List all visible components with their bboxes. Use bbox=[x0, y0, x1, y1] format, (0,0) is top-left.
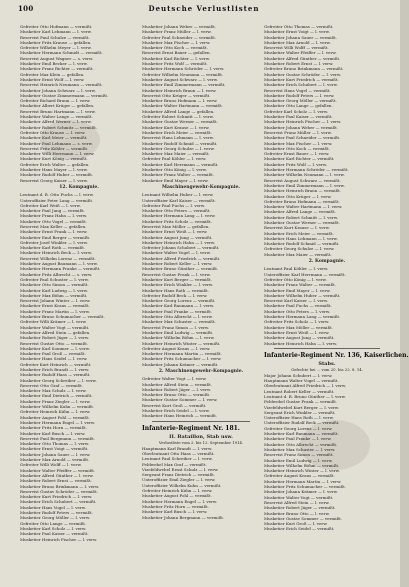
list-block bbox=[20, 24, 138, 183]
regiment-heading: Infanterie-Regiment Nr. 136, Kaiserlichen. bbox=[264, 351, 409, 359]
list-item: Musketier Gustav Werner — vermißt. bbox=[142, 119, 218, 125]
list-item: Unteroffizier Wilhelm Kuhn — vermißt. bbox=[142, 482, 222, 488]
list-block bbox=[142, 192, 260, 367]
list-item: Musketier Franz Walter — vermißt. bbox=[264, 282, 336, 288]
list-item: Musketier August Pohl — vermißt. bbox=[142, 493, 212, 499]
list-item: Musketier Robert Keller — l. verw. bbox=[142, 261, 213, 267]
list-item: Reservist Fritz Köhler — vermißt. bbox=[20, 145, 89, 151]
list-item: Leutnant d. R. Otto Fuchs — l. verw. bbox=[20, 192, 94, 198]
list-item: Musketier Johann Schwarz — l. verw. bbox=[20, 87, 96, 93]
list-item: Musketier Hans Mayer — l. verw. bbox=[20, 167, 88, 173]
list-item: Musketier Robert Schmitt — l. verw. bbox=[264, 214, 339, 220]
list-block bbox=[142, 376, 260, 418]
list-item: Musketier Paul Lehmann — s. verw. bbox=[20, 140, 93, 146]
list-item: Musketier Bruno Brinkmann — l. verw. bbox=[20, 483, 100, 489]
list-item: Musketier Hans Roth — vermißt. bbox=[142, 287, 210, 293]
list-item: Musketier Paul Franke — l. verw. bbox=[264, 436, 332, 442]
list-item: Musketier Walter Vogt — vermißt. bbox=[20, 324, 90, 330]
list-item: Musketier Paul Kaiser — vermißt. bbox=[264, 114, 333, 120]
list-item: Leutnant d. R. Bruno Günther — l. verw. bbox=[264, 394, 346, 399]
list-item: Musketier August Jung — vermißt. bbox=[142, 234, 213, 240]
list-item: Gefreiter Otto Lange — vermißt. bbox=[20, 520, 87, 526]
list-item: Musketier Paul Fuchs — vermißt. bbox=[264, 303, 332, 309]
list-item: Reservist Willi Wolff — vermißt. bbox=[264, 45, 329, 51]
list-item: Gefreiter Kurt Heinrich — vermißt. bbox=[20, 361, 92, 367]
list-item: Vizefeldwebel Ernst Schulz — l. verw. bbox=[142, 466, 219, 472]
list-item: Musketier Kurt König — vermißt. bbox=[20, 156, 88, 162]
list-item: Gefreiter Karl Weiß — l. verw. bbox=[20, 202, 81, 208]
list-item: Musketier Erich Brandt — l. verw. bbox=[20, 367, 90, 372]
list-item: Musketier Bruno Günther — vermißt. bbox=[142, 266, 219, 272]
list-item: Musketier Johann Weber — vermißt. bbox=[264, 124, 339, 130]
list-item: Musketier Karl Richter — vermißt. bbox=[264, 156, 335, 162]
list-item: Musketier Ernst Weiß — l. verw. bbox=[264, 329, 330, 335]
list-item: Musketier Hans Vogel — l. verw. bbox=[20, 504, 86, 510]
list-item: Musketier Max Arnold — vermißt. bbox=[20, 457, 90, 463]
list-item: Musketier Hans Heinrich — vermißt. bbox=[142, 413, 218, 419]
list-item: Feldwebel Max Graf — vermißt. bbox=[142, 461, 207, 467]
list-item: Gefreiter Willi Wolff — l. verw. bbox=[20, 462, 82, 468]
list-item: Musketier Fritz Schumacher — vermißt. bbox=[264, 484, 347, 490]
list-item: Musketier Rudolf Peters — l. verw. bbox=[264, 92, 335, 98]
list-item: Musketier Johann Weber — vermißt. bbox=[142, 24, 217, 29]
list-item: Gefreiter Heinrich Kühn — l. verw. bbox=[20, 409, 91, 415]
column-left bbox=[20, 24, 138, 579]
column-right bbox=[264, 24, 409, 579]
list-item: Unteroffizier Karl Herrmann — vermißt. bbox=[264, 271, 346, 277]
list-item: Musketier Karl Busch — l. verw. bbox=[20, 430, 86, 436]
list-item: Musketier Heinrich Hahn — l. verw. bbox=[264, 340, 338, 346]
list-block bbox=[142, 24, 260, 183]
list-item: Reservist Karl Kaiser — l. verw. bbox=[264, 298, 329, 304]
list-item: Musketier Heinrich Beck — l. verw. bbox=[20, 250, 93, 256]
column-middle bbox=[142, 24, 260, 579]
list-item: Musketier Gustav Zimmermann — vermißt. bbox=[20, 92, 109, 98]
list-item: Reservist Gustav Otto — vermißt. bbox=[20, 340, 89, 346]
list-item: Gefreiter August Kraus — l. verw. bbox=[142, 345, 211, 351]
running-title: Deutsche Verlustlisten bbox=[148, 4, 260, 13]
list-item: Musketier Bruno Schumacher — vermißt. bbox=[20, 314, 105, 320]
list-item: Musketier Otto Lange — gefallen. bbox=[264, 103, 333, 109]
list-item: Musketier Otto Koch — vermißt. bbox=[142, 45, 208, 51]
list-item: Leutnant Paul Köhler — l. verw. bbox=[264, 266, 329, 272]
list-item: Musketier August Pohl — vermißt. bbox=[20, 414, 90, 420]
list-item: Musketier Karl Busch — l. verw. bbox=[142, 509, 208, 515]
list-item: Musketier Hermann Schröder — l. verw. bbox=[142, 66, 225, 72]
list-block bbox=[264, 373, 390, 532]
list-item: Reservist Franz Müller — l. verw. bbox=[264, 129, 332, 135]
list-item: Musketier Robert Jäger — l. verw. bbox=[20, 335, 90, 341]
list-item: Musketier Alfred Lange — vermißt. bbox=[264, 209, 336, 215]
list-item: Oberleutnant Otto Haas — vermißt. bbox=[142, 450, 215, 456]
list-item: Musketier Alfred Werner — l. verw. bbox=[20, 119, 92, 125]
list-item: Musketier Rudolf Schmid — vermißt. bbox=[264, 241, 340, 247]
list-item: Vizefeldwebel Kurt Berger — l. verw. bbox=[264, 404, 339, 410]
list-item: Musketier Walter Lange — vermißt. bbox=[20, 114, 93, 120]
list-item: Musketier Max Möller — vermißt. bbox=[264, 324, 334, 330]
list-item: Musketier Otto Krüger — l. verw. bbox=[264, 193, 332, 199]
list-item: Reservist Bruno Hartmann — l. verw. bbox=[20, 108, 96, 114]
list-item: Musketier Otto Thomas — l. verw. bbox=[20, 441, 90, 447]
list-item: Reservist Franz Simon — vermißt. bbox=[264, 452, 334, 458]
list-item: Musketier Karl Sommer — l. verw. bbox=[20, 345, 90, 351]
list-item: Reservist Kurt Krause — l. verw. bbox=[264, 225, 330, 231]
list-item: Musketier Erich Seidel — vermißt. bbox=[264, 526, 335, 532]
list-item: Musketier Fritz Horn — vermißt. bbox=[142, 503, 209, 509]
list-item: Musketier Otto Peters — vermißt. bbox=[142, 208, 211, 214]
list-block bbox=[20, 192, 138, 542]
list-item: Gefreiter Karl Scholz — l. verw. bbox=[264, 108, 329, 114]
battle-dates: Verlustliste vom 2. bis 12. September 1914. bbox=[158, 439, 244, 445]
list-item: Musketier Wilhelm Kuhn — vermißt. bbox=[20, 404, 95, 410]
list-item: Musketier Max Schuster — l. verw. bbox=[264, 446, 336, 452]
list-item: Hauptmann Walter Vogel — vermißt. bbox=[264, 378, 339, 384]
list-item: Musketier Johann Sauer — vermißt. bbox=[264, 34, 338, 40]
list-item: Musketier Karl Lehmann — l. verw. bbox=[20, 29, 92, 35]
list-item: Musketier Karl Baumann — vermißt. bbox=[264, 431, 339, 437]
list-item: Musketier Emil Zimmermann — l. verw. bbox=[264, 182, 345, 188]
list-item: Musketier Alfred Günther — vermißt. bbox=[264, 55, 341, 61]
list-item: Musketier Wilhelm Huber — vermißt. bbox=[264, 292, 341, 298]
list-item: Musketier Franz Martin — l. verw. bbox=[20, 308, 90, 314]
list-item: Musketier Karl Scholz — l. verw. bbox=[20, 525, 87, 531]
list-item: Musketier Hermann Engel — l. verw. bbox=[20, 419, 96, 425]
list-item: Musketier Kurt Berger — vermißt. bbox=[142, 276, 212, 282]
list-item: Sergeant Franz Dietrich — vermißt. bbox=[142, 472, 215, 478]
list-item: Musketier Hermann Schröder — vermißt. bbox=[264, 167, 349, 173]
list-item: Musketier Karl Ludwig — l. verw. bbox=[20, 287, 88, 293]
list-item: Musketier Kurt Friedrich — vermißt. bbox=[264, 76, 339, 82]
list-item: Musketier Johann Sauer — l. verw. bbox=[20, 451, 91, 457]
divider bbox=[274, 348, 380, 349]
list-item: Reservist Gustav Frank — l. verw. bbox=[142, 271, 211, 277]
list-item: Musketier Karl Roth — vermißt. bbox=[20, 245, 86, 251]
list-item: Gefreiter Richard Braun — l. verw. bbox=[20, 98, 91, 104]
list-item: Musketier Paul Groß — vermißt. bbox=[20, 351, 86, 357]
list-item: Musketier Fritz Krause — gefallen. bbox=[20, 39, 92, 45]
list-item: Musketier Max Schuster — vermißt. bbox=[142, 319, 216, 325]
list-item: Musketier Fritz Wolf — l. verw. bbox=[264, 161, 328, 167]
list-item: Reservist Max Möller — gefallen. bbox=[142, 223, 210, 229]
list-item: Musketier Rudolf Peters — vermißt. bbox=[20, 510, 94, 516]
list-item: Leutnant Paul Schreiber — l. verw. bbox=[142, 456, 213, 462]
list-item: Major Johann Schubert — l. verw. bbox=[264, 372, 333, 378]
list-item: Musketier Robert Ernst — l. verw. bbox=[264, 61, 334, 67]
battle-dates: Gefechte bei ... vom 20. bis 22. 8. 14. bbox=[291, 366, 363, 372]
list-item: Musketier Hermann Martin — vermißt. bbox=[142, 351, 222, 357]
list-item: Musketier Gustav Werner — vermißt. bbox=[264, 219, 340, 225]
list-item: Reservist Kurt Groß — vermißt. bbox=[142, 402, 207, 408]
list-item: Unteroffizier Emil Ziegler — l. verw. bbox=[142, 477, 216, 483]
list-item: Hauptmann Karl Brandt — l. verw. bbox=[142, 445, 213, 451]
list-item: Musketier Willi Herrmann — l. verw. bbox=[20, 151, 95, 157]
list-item: Gefreiter Bruno Hofmann — vermißt. bbox=[264, 198, 340, 204]
list-item: Musketier Hermann Martin — l. verw. bbox=[264, 478, 342, 484]
list-item: Musketier Paul Kaiser — vermißt. bbox=[20, 531, 89, 537]
list-item: Musketier Georg Schulze — l. verw. bbox=[142, 145, 215, 151]
list-item: Musketier Robert Jäger — vermißt. bbox=[264, 505, 336, 511]
list-item: Musketier Emil Ludwig — l. verw. bbox=[264, 457, 333, 463]
list-item: Musketier Hermann Schmidt — vermißt. bbox=[20, 50, 103, 56]
list-item: Reservist Alfred Stein — l. verw. bbox=[264, 499, 330, 505]
list-item: Musketier Gustav Sommer — vermißt. bbox=[264, 515, 343, 521]
list-item: Musketier Alfred Günther — l. verw. bbox=[20, 472, 94, 478]
list-item: Musketier Georg Möller — vermißt. bbox=[264, 98, 337, 104]
list-item: Musketier Franz Walter — vermißt. bbox=[142, 172, 214, 178]
list-item: Musketier Hans Seidel — l. verw. bbox=[20, 356, 88, 362]
list-item: Musketier Emil Dietrich — vermißt. bbox=[20, 393, 93, 399]
list-item: Gefreiter Paul Schuster — l. verw. bbox=[20, 276, 89, 282]
list-item: Unteroffizier Hans Roth — l. verw. bbox=[264, 415, 334, 421]
list-item: Musketier Erich Schubert — vermißt. bbox=[20, 499, 97, 505]
list-item: Musketier Heinrich Hahn — l. verw. bbox=[142, 239, 216, 245]
list-item: Musketier Fritz Scholz — vermißt. bbox=[142, 218, 212, 224]
list-item: Musketier Max Maier — vermißt. bbox=[264, 251, 332, 257]
list-item: Gefreiter Heinrich Kühn — l. verw. bbox=[142, 488, 213, 494]
list-item: Musketier Walter Hartmann — l. verw. bbox=[264, 204, 343, 210]
list-item: Reservist Wilhelm Lorenz — vermißt. bbox=[20, 255, 96, 261]
list-item: Gefreiter August Kraus — vermißt. bbox=[264, 473, 335, 479]
list-item: Gefreiter Otto Thomas — vermißt. bbox=[264, 24, 334, 29]
list-item: Musketier Karl Herrmann — vermißt. bbox=[142, 161, 219, 167]
list-item: Gefreiter Robert Schmitt — l. verw. bbox=[142, 114, 214, 120]
list-item: Musketier Heinrich Fischer — l. verw. bbox=[20, 536, 98, 542]
list-item: Gefreiter Otto Hofmann — vermißt. bbox=[20, 24, 93, 29]
list-item: Musketier Heinrich Braun — vermißt. bbox=[264, 188, 342, 194]
list-item: Leutnant Wilhelm Huber — l. verw. bbox=[142, 192, 214, 198]
list-item: Musketier Ernst Voigt — vermißt. bbox=[20, 446, 89, 452]
list-item: Gefreiter Paul Fuchs — l. verw. bbox=[142, 202, 206, 208]
battalion-heading: II. Bataillon, Stab usw. bbox=[169, 433, 233, 440]
list-item: Musketier Kurt Friedrich — l. verw. bbox=[20, 494, 93, 500]
list-item: Musketier Max Fischer — l. verw. bbox=[264, 140, 333, 146]
list-item: Unteroffizier Rudolf Beck — vermißt. bbox=[264, 420, 340, 426]
list-item: Musketier Emil Ludwig — vermißt. bbox=[142, 329, 214, 335]
list-block bbox=[142, 446, 260, 520]
list-item: Reservist Otto Graf — vermißt. bbox=[20, 382, 84, 388]
list-item: Musketier Ernst Voigt — l. verw. bbox=[264, 29, 330, 35]
list-item: Musketier Robert Ernst — vermißt. bbox=[20, 478, 92, 484]
list-item: Reservist Hans Vogel — vermißt. bbox=[264, 87, 331, 93]
list-item: Gefreiter Erich Walter — gefallen. bbox=[20, 161, 90, 167]
list-item: Musketier August Schwarz — l. verw. bbox=[142, 76, 218, 82]
list-item: Musketier Wilhelm Böhm — vermißt. bbox=[264, 462, 340, 468]
list-item: Musketier Karl Meier — vermißt. bbox=[20, 135, 88, 141]
list-item: Musketier Alfred Friedrich — vermißt. bbox=[142, 255, 221, 261]
list-item: Musketier Ernst Frank — l. verw. bbox=[20, 229, 88, 235]
list-item: Unteroffizier Karl Kaiser — vermißt. bbox=[142, 197, 216, 203]
list-item: Musketier Otto Vogel — vermißt. bbox=[20, 218, 87, 224]
list-item: Musketier Rudolf Huber — vermißt. bbox=[20, 172, 94, 178]
list-item: Musketier Johann Bergmann — vermißt. bbox=[142, 514, 225, 520]
list-item: Reservist Johann Winter — l. verw. bbox=[20, 298, 91, 304]
list-item: Musketier Erich Meier — vermißt. bbox=[142, 129, 212, 135]
list-item: Musketier Max Arnold — l. verw. bbox=[264, 39, 331, 45]
list-item: Musketier Hermann Lang — vermißt. bbox=[264, 314, 341, 320]
list-item: Musketier Hermann Lang — l. verw. bbox=[142, 213, 216, 219]
list-item: Musketier August Baumann — l. verw. bbox=[20, 261, 98, 267]
list-item: Reservist Ernst Bauer — gefallen. bbox=[142, 50, 211, 56]
list-item: Reservist Georg Kaiser — l. verw. bbox=[20, 177, 89, 183]
list-item: Gefreiter Wilhelm Neumann — vermißt. bbox=[142, 71, 224, 77]
list-item: Musketier Paul Jung — vermißt. bbox=[20, 208, 85, 214]
list-item: Musketier Max Böhm — vermißt. bbox=[20, 292, 88, 298]
list-item: Musketier Alfred Lange — gefallen. bbox=[142, 108, 215, 114]
list-item: Musketier Alfred Stein — gefallen. bbox=[20, 329, 91, 335]
list-item: Reservist August Schwarz — vermißt. bbox=[264, 177, 341, 183]
list-item: Musketier Ernst Weiß — l. verw. bbox=[142, 229, 208, 235]
list-item: Musketier Franz Richter — vermißt. bbox=[20, 66, 94, 72]
list-item: Musketier Otto Peters — l. verw. bbox=[264, 308, 331, 314]
list-item: Musketier Fritz Schumacher — l. verw. bbox=[142, 356, 222, 362]
list-item: Musketier Emil Becker — l. verw. bbox=[20, 61, 88, 67]
staff-heading: Stabs. bbox=[318, 360, 336, 367]
list-item: Musketier Robert Schmitz — vermißt. bbox=[20, 124, 98, 130]
list-item: Musketier Franz Hahn — l. verw. bbox=[20, 213, 88, 219]
list-item: Gefreiter Rudolf Beck — l. verw. bbox=[142, 292, 208, 298]
list-item: Musketier Johann Krämer — l. verw. bbox=[264, 489, 338, 495]
list-item: Musketier Emil Mayer — l. verw. bbox=[142, 177, 209, 183]
list-item: Musketier Emil Berger — vermißt. bbox=[20, 234, 91, 240]
list-item: Musketier Otto Simon — vermißt. bbox=[20, 282, 89, 288]
list-item: Musketier Max Fischer — l. verw. bbox=[142, 39, 211, 45]
list-item: Musketier Wilhelm Böhm — l. verw. bbox=[142, 335, 215, 341]
section-subheading: 2. Kompagnie. bbox=[308, 259, 346, 265]
list-item: Gefreiter Ernst Bauer — l. verw. bbox=[264, 151, 330, 157]
list-item: Musketier Walter Hartmann — vermißt. bbox=[142, 103, 223, 109]
list-item: Musketier Walter Pfeiffer — vermißt. bbox=[20, 467, 96, 473]
list-item: Musketier Erich Seidel — l. verw. bbox=[142, 408, 210, 414]
list-item: Musketier Walter Pfeiffer — l. verw. bbox=[264, 50, 337, 56]
list-item: Musketier Hans Lehmann — l. verw. bbox=[264, 235, 338, 241]
section-subheading: 12. Kompagnie. bbox=[59, 184, 99, 190]
list-item: Reservist Otto Krüger — vermißt. bbox=[142, 92, 211, 98]
list-item: Musketier Emil Zimmermann — vermißt. bbox=[142, 82, 226, 88]
list-item: Musketier Max Schulz — l. verw. bbox=[20, 388, 87, 394]
list-item: Musketier August Jung — vermißt. bbox=[264, 335, 335, 341]
list-item: Musketier Walter Vogt — vermißt. bbox=[264, 494, 334, 500]
list-item: Musketier Otto König — l. verw. bbox=[142, 167, 207, 173]
list-item: Reservist Paul Bergmann — vermißt. bbox=[20, 435, 96, 441]
list-item: Gefreiter Johann Schubert — vermißt. bbox=[142, 245, 220, 251]
section-subheading: Maschinengewehr-Kompagnie. bbox=[161, 184, 240, 190]
list-item: Musketier Rudolf Schmid — vermißt. bbox=[142, 140, 218, 146]
list-item: Musketier Ernst Wolf — l. verw. bbox=[20, 76, 85, 82]
list-item: Gefreiter Otto König — l. verw. bbox=[264, 276, 327, 282]
list-item: Musketier Franz Ziegler — l. verw. bbox=[20, 398, 91, 404]
list-item: Unteroffizier Peter Lang — vermißt. bbox=[20, 197, 94, 203]
list-item: Musketier Albert Krüger — gefallen. bbox=[20, 103, 95, 109]
list-item: Musketier Alfred Stein — vermißt. bbox=[142, 381, 212, 387]
list-item: Gefreiter Max Klein — gefallen. bbox=[20, 71, 85, 77]
list-item: Musketier Heinrich Fischer — l. verw. bbox=[264, 119, 342, 125]
list-item: Musketier Kurt Groß — l. verw. bbox=[264, 521, 328, 527]
list-item: Musketier Max Maier — vermißt. bbox=[142, 151, 210, 157]
list-item: Gefreiter Paul Schneider — vermißt. bbox=[142, 34, 217, 40]
list-item: Gefreiter Josef Winkler — l. verw. bbox=[20, 239, 88, 245]
list-item: Feldwebel Gustav Frank — vermißt. bbox=[264, 399, 338, 405]
divider bbox=[152, 421, 250, 422]
list-item: Musketier Georg Möller — l. verw. bbox=[20, 515, 91, 521]
list-item: Musketier Emil Mayer — l. verw. bbox=[264, 287, 331, 293]
list-item: Musketier Paul Schneider — vermißt. bbox=[264, 135, 341, 141]
list-item: Musketier Walter Vogel — l. verw. bbox=[142, 250, 211, 256]
list-item: Musketier Otto Albrecht — vermißt. bbox=[264, 441, 338, 447]
list-item: Musketier Heinrich Braun — l. verw. bbox=[142, 87, 217, 93]
list-item: Reservist Max Keller — gefallen. bbox=[20, 223, 87, 229]
list-item: Musketier Erich Meier — vermißt. bbox=[264, 230, 334, 236]
list-item: Musketier Heinrich Winter — l. verw. bbox=[264, 468, 340, 474]
list-item: Musketier Hermann Franke — vermißt. bbox=[20, 266, 101, 272]
list-item: Musketier Gustav Sommer — l. verw. bbox=[142, 397, 218, 403]
list-item: Musketier Gustav Schröder — l. verw. bbox=[264, 71, 342, 77]
list-item: Musketier Karl Baumann — l. verw. bbox=[142, 303, 215, 309]
list-item: Musketier Georg Lorenz — vermißt. bbox=[142, 298, 216, 304]
list-item: Musketier Johann Krämer — vermißt. bbox=[142, 361, 219, 367]
list-item: Gefreiter Willi Krämer — l. verw. bbox=[20, 319, 87, 325]
list-item: Musketier Robert Jäger — l. verw. bbox=[142, 386, 212, 392]
list-block bbox=[264, 24, 390, 257]
list-block bbox=[264, 266, 390, 345]
regiment-heading: Infanterie-Regiment Nr. 181. bbox=[142, 424, 240, 432]
list-item: Musketier Bruno Hofmann — l. verw. bbox=[142, 98, 218, 104]
list-item: Musketier Franz Müller — l. verw. bbox=[142, 29, 212, 35]
list-item: Gefreiter Georg Lorenz — l. verw. bbox=[264, 425, 333, 431]
list-item: Musketier Fritz Albrecht — s. verw. bbox=[20, 271, 93, 277]
list-item: Gefreiter Wilhelm Meyer — l. verw. bbox=[20, 45, 92, 51]
list-item: Musketier Fritz Horn — vermißt. bbox=[20, 425, 87, 431]
list-item: Musketier Erich Schubert — l. verw. bbox=[264, 82, 338, 88]
list-item: Musketier Ernst Kraus — vermißt. bbox=[20, 303, 90, 309]
list-item: Musketier Rudolf Haas — vermißt. bbox=[20, 372, 91, 378]
list-item: Musketier Kurt Krause — l. verw. bbox=[142, 124, 210, 130]
list-item: Gefreiter Fritz Scholz — l. verw. bbox=[264, 319, 330, 325]
list-item: Musketier Heinrich Winter — vermißt. bbox=[142, 340, 221, 346]
list-item: Gefreiter Walter Vogt — l. verw. bbox=[142, 376, 207, 382]
list-item: Gefreiter Georg Schulze — l. verw. bbox=[264, 246, 335, 252]
list-item: Gefreiter Paul Köhler — l. verw. bbox=[142, 156, 207, 162]
list-item: Leutnant Robert Keller — vermißt. bbox=[264, 388, 335, 394]
section-subheading: 2. Maschinengewehr-Kompagnie. bbox=[158, 369, 244, 374]
list-item: Musketier Fritz Wolf — vermißt. bbox=[142, 61, 208, 67]
list-item: Reservist Franz Simon — l. verw. bbox=[142, 324, 210, 330]
list-item: Reservist Heinrich Neumann — vermißt. bbox=[20, 82, 103, 88]
list-item: Musketier Georg Schreiber — l. verw. bbox=[20, 377, 97, 383]
list-item: Musketier Otto Koch — vermißt. bbox=[264, 145, 330, 151]
list-item: Musketier Bruno Otto — vermißt. bbox=[142, 392, 211, 398]
page-number: 100 bbox=[18, 4, 34, 13]
list-item: Reservist August Wagner — s. verw. bbox=[20, 55, 94, 61]
list-item: Musketier Erich Winkler — l. verw. bbox=[142, 282, 214, 288]
list-item: Gefreiter Bruno Brinkmann — vermißt. bbox=[264, 66, 344, 72]
list-item: Musketier Otto Albrecht — l. verw. bbox=[142, 314, 213, 320]
list-item: Reservist Gustav Schröder — vermißt. bbox=[20, 488, 98, 494]
list-item: Musketier Wilhelm Neumann — l. verw. bbox=[264, 172, 345, 178]
list-item: Musketier Paul Franke — vermißt. bbox=[142, 308, 213, 314]
list-item: Oberleutnant Alfred Friedrich — l. verw. bbox=[264, 383, 347, 389]
list-item: Musketier Bruno Otto — l. verw. bbox=[264, 510, 330, 516]
page-header bbox=[18, 4, 390, 14]
list-item: Reservist Paul Schulze — vermißt. bbox=[20, 34, 90, 40]
list-item: Gefreiter Otto Krause — l. verw. bbox=[20, 129, 86, 135]
list-item: Reservist Hans Lehmann — l. verw. bbox=[142, 135, 215, 141]
list-item: Musketier Hermann Engel — l. verw. bbox=[142, 498, 218, 504]
list-item: Musketier Karl Richter — l. verw. bbox=[142, 55, 210, 61]
list-item: Sergeant Erich Winkler — vermißt. bbox=[264, 409, 336, 415]
